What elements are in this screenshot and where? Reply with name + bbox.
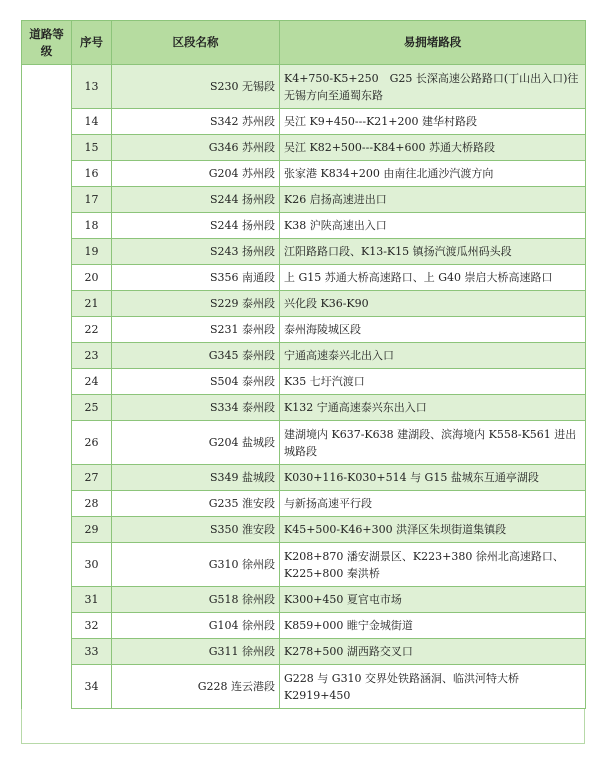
congestion-segment: K278+500 湖西路交叉口 (280, 639, 586, 665)
table-row (22, 265, 586, 291)
row-number: 29 (72, 517, 112, 543)
table-row (22, 343, 586, 369)
table-row (22, 587, 586, 613)
table-row (22, 135, 586, 161)
header-segment: 易拥堵路段 (280, 21, 586, 65)
row-number: 16 (72, 161, 112, 187)
table-row (22, 491, 586, 517)
congestion-segment: K208+870 潘安湖景区、K223+380 徐州北高速路口、K225+800 秦洪桥 (280, 543, 586, 587)
row-number: 18 (72, 213, 112, 239)
table-row (22, 613, 586, 639)
row-number: 13 (72, 65, 112, 109)
table-row (22, 213, 586, 239)
row-number: 26 (72, 421, 112, 465)
congestion-segment: K030+116-K030+514 与 G15 盐城东互通亭湖段 (280, 465, 586, 491)
section-name: G310 徐州段 (112, 543, 280, 587)
congestion-segment: K132 宁通高速泰兴东出入口 (280, 395, 586, 421)
section-name: S334 泰州段 (112, 395, 280, 421)
congestion-segment: 泰州海陵城区段 (280, 317, 586, 343)
congestion-segment: K300+450 夏官屯市场 (280, 587, 586, 613)
table-row (22, 421, 586, 465)
section-name: S356 南通段 (112, 265, 280, 291)
table-row (22, 291, 586, 317)
table-row (22, 369, 586, 395)
row-number: 30 (72, 543, 112, 587)
section-name: S229 泰州段 (112, 291, 280, 317)
section-name: G228 连云港段 (112, 665, 280, 709)
header-no: 序号 (72, 21, 112, 65)
congestion-table (21, 20, 586, 709)
congestion-segment: 与新扬高速平行段 (280, 491, 586, 517)
table-row (22, 465, 586, 491)
congestion-segment: 张家港 K834+200 由南往北通沙汽渡方向 (280, 161, 586, 187)
section-name: S231 泰州段 (112, 317, 280, 343)
table-row (22, 395, 586, 421)
row-number: 17 (72, 187, 112, 213)
table-body (22, 65, 586, 709)
congestion-segment: G228 与 G310 交界处铁路涵洞、临洪河特大桥 K2919+450 (280, 665, 586, 709)
section-name: G204 盐城段 (112, 421, 280, 465)
congestion-segment: K35 七圩汽渡口 (280, 369, 586, 395)
congestion-segment: 上 G15 苏通大桥高速路口、上 G40 崇启大桥高速路口 (280, 265, 586, 291)
table-row (22, 317, 586, 343)
section-name: S244 扬州段 (112, 213, 280, 239)
header-name: 区段名称 (112, 21, 280, 65)
section-name: S230 无锡段 (112, 65, 280, 109)
section-name: S349 盐城段 (112, 465, 280, 491)
section-name: G204 苏州段 (112, 161, 280, 187)
section-name: S243 扬州段 (112, 239, 280, 265)
row-number: 19 (72, 239, 112, 265)
row-number: 24 (72, 369, 112, 395)
row-number: 34 (72, 665, 112, 709)
row-number: 23 (72, 343, 112, 369)
row-number: 32 (72, 613, 112, 639)
congestion-segment: 兴化段 K36-K90 (280, 291, 586, 317)
section-name: G235 淮安段 (112, 491, 280, 517)
congestion-segment: K38 沪陕高速出入口 (280, 213, 586, 239)
row-number: 25 (72, 395, 112, 421)
section-name: G346 苏州段 (112, 135, 280, 161)
section-name: G104 徐州段 (112, 613, 280, 639)
congestion-segment: 建湖境内 K637-K638 建湖段、滨海境内 K558-K561 进出城路段 (280, 421, 586, 465)
section-name: S342 苏州段 (112, 109, 280, 135)
table-row (22, 517, 586, 543)
row-number: 33 (72, 639, 112, 665)
congestion-segment: 江阳路路口段、K13-K15 镇扬汽渡瓜州码头段 (280, 239, 586, 265)
header-level: 道路等级 (22, 21, 72, 65)
row-number: 31 (72, 587, 112, 613)
table-row (22, 161, 586, 187)
row-number: 27 (72, 465, 112, 491)
congestion-segment: K26 启扬高速进出口 (280, 187, 586, 213)
row-number: 21 (72, 291, 112, 317)
section-name: S504 泰州段 (112, 369, 280, 395)
section-name: G518 徐州段 (112, 587, 280, 613)
section-name: S244 扬州段 (112, 187, 280, 213)
table-row (22, 109, 586, 135)
row-number: 15 (72, 135, 112, 161)
congestion-segment: 吴江 K82+500---K84+600 苏通大桥路段 (280, 135, 586, 161)
table-row (22, 543, 586, 587)
row-number: 28 (72, 491, 112, 517)
congestion-segment: K4+750-K5+250 G25 长深高速公路路口(丁山出入口)往无锡方向至通蜀东路 (280, 65, 586, 109)
table-row (22, 187, 586, 213)
table-row (22, 65, 586, 109)
row-number: 20 (72, 265, 112, 291)
section-name: G311 徐州段 (112, 639, 280, 665)
table-row (22, 665, 586, 709)
table-header-row (22, 21, 586, 65)
congestion-segment: K859+000 睢宁金城街道 (280, 613, 586, 639)
table-row (22, 239, 586, 265)
row-number: 14 (72, 109, 112, 135)
congestion-segment: 吴江 K9+450---K21+200 建华村路段 (280, 109, 586, 135)
table-row (22, 639, 586, 665)
row-number: 22 (72, 317, 112, 343)
section-name: G345 泰州段 (112, 343, 280, 369)
level-cell (22, 65, 72, 709)
congestion-segment: K45+500-K46+300 洪泽区朱坝街道集镇段 (280, 517, 586, 543)
congestion-segment: 宁通高速泰兴北出入口 (280, 343, 586, 369)
section-name: S350 淮安段 (112, 517, 280, 543)
